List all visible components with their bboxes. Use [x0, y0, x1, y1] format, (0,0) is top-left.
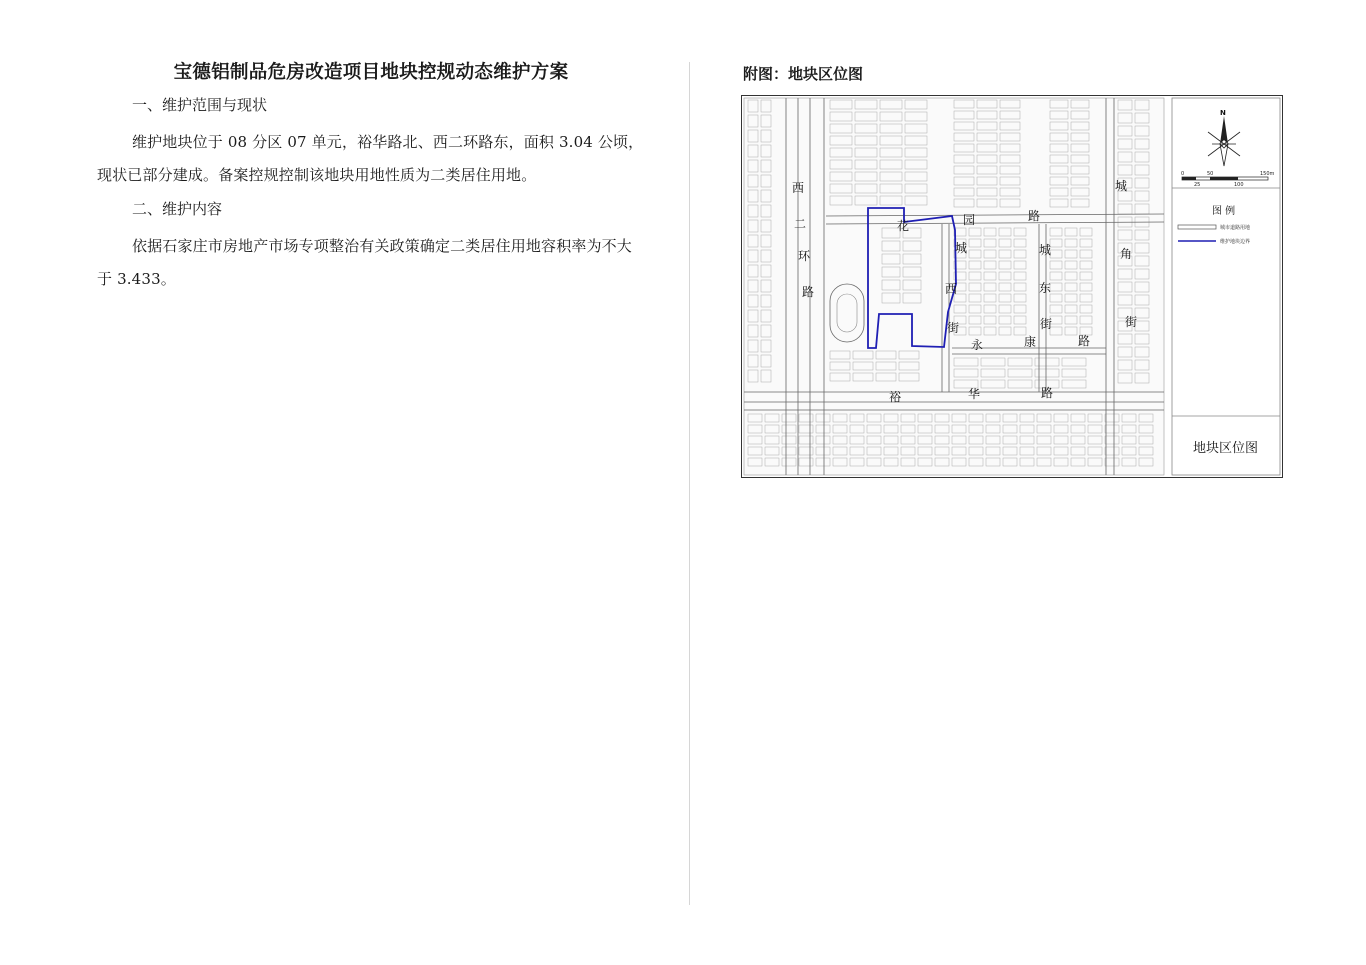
road-label-huayuan-2: 园 — [963, 213, 976, 227]
road-label-chengxi-1: 城 — [955, 241, 968, 255]
road-label-yuhua-1: 裕 — [889, 390, 902, 404]
document-body — [97, 58, 645, 302]
road-label-huayuan-1: 花 — [897, 219, 910, 233]
road-label-chengdong-1: 城 — [1039, 243, 1052, 257]
road-label-xierhuan-2: 二 — [794, 217, 807, 231]
road-label-chengxi-3: 街 — [947, 321, 960, 335]
scale-label-50: 50 — [1207, 171, 1214, 177]
scale-label-100: 100 — [1234, 182, 1244, 188]
map-title: 地块区位图 — [1193, 441, 1259, 456]
figure-caption: 附图：地块区位图 — [743, 65, 864, 83]
legend-title: 图 例 — [1212, 206, 1236, 217]
road-label-chengdong-3: 街 — [1040, 317, 1053, 331]
section1-heading: 一、维护范围与现状 — [132, 96, 268, 114]
legend-boundary-label: 维护地块边界 — [1220, 239, 1251, 245]
road-label-chengxi-2: 西 — [945, 282, 958, 296]
road-label-yongkang-2: 康 — [1024, 335, 1037, 349]
road-label-chengdong-2: 东 — [1039, 281, 1052, 295]
location-map-svg — [742, 96, 1282, 477]
page-divider — [689, 62, 690, 905]
scale-label-150: 150m — [1260, 171, 1275, 177]
north-label: N — [1220, 109, 1226, 117]
section2-paragraph: 依据石家庄市房地产市场专项整治有关政策确定二类居住用地容积率为不大于 3.433。 — [97, 237, 632, 288]
road-label-yuhua-2: 华 — [968, 387, 981, 401]
road-label-xierhuan-1: 西 — [792, 181, 805, 195]
document-title: 宝德铝制品危房改造项目地块控规动态维护方案 — [173, 62, 569, 83]
scale-label-25: 25 — [1194, 182, 1201, 188]
road-label-huayuan-3: 路 — [1028, 209, 1041, 223]
road-label-chengjiao-3: 街 — [1125, 315, 1138, 329]
map-side-panel — [1172, 98, 1280, 475]
road-label-chengjiao-1: 城 — [1115, 179, 1128, 193]
road-label-xierhuan-4: 路 — [802, 285, 815, 299]
road-label-yongkang-3: 路 — [1078, 334, 1091, 348]
location-map — [741, 95, 1283, 478]
section1-paragraph: 维护地块位于 08 分区 07 单元，裕华路北、西二环路东，面积 3.04 公顷，现状已部分建成。备案控规控制该地块用地性质为二类居住用地。 — [97, 133, 644, 184]
road-label-chengjiao-2: 角 — [1120, 247, 1133, 261]
section2-heading: 二、维护内容 — [132, 200, 223, 218]
road-label-yuhua-3: 路 — [1041, 386, 1054, 400]
road-label-yongkang-1: 永 — [971, 338, 984, 352]
legend-road-label: 城市道路用地 — [1220, 225, 1251, 231]
road-label-xierhuan-3: 环 — [798, 249, 811, 263]
scale-label-0: 0 — [1181, 171, 1185, 177]
